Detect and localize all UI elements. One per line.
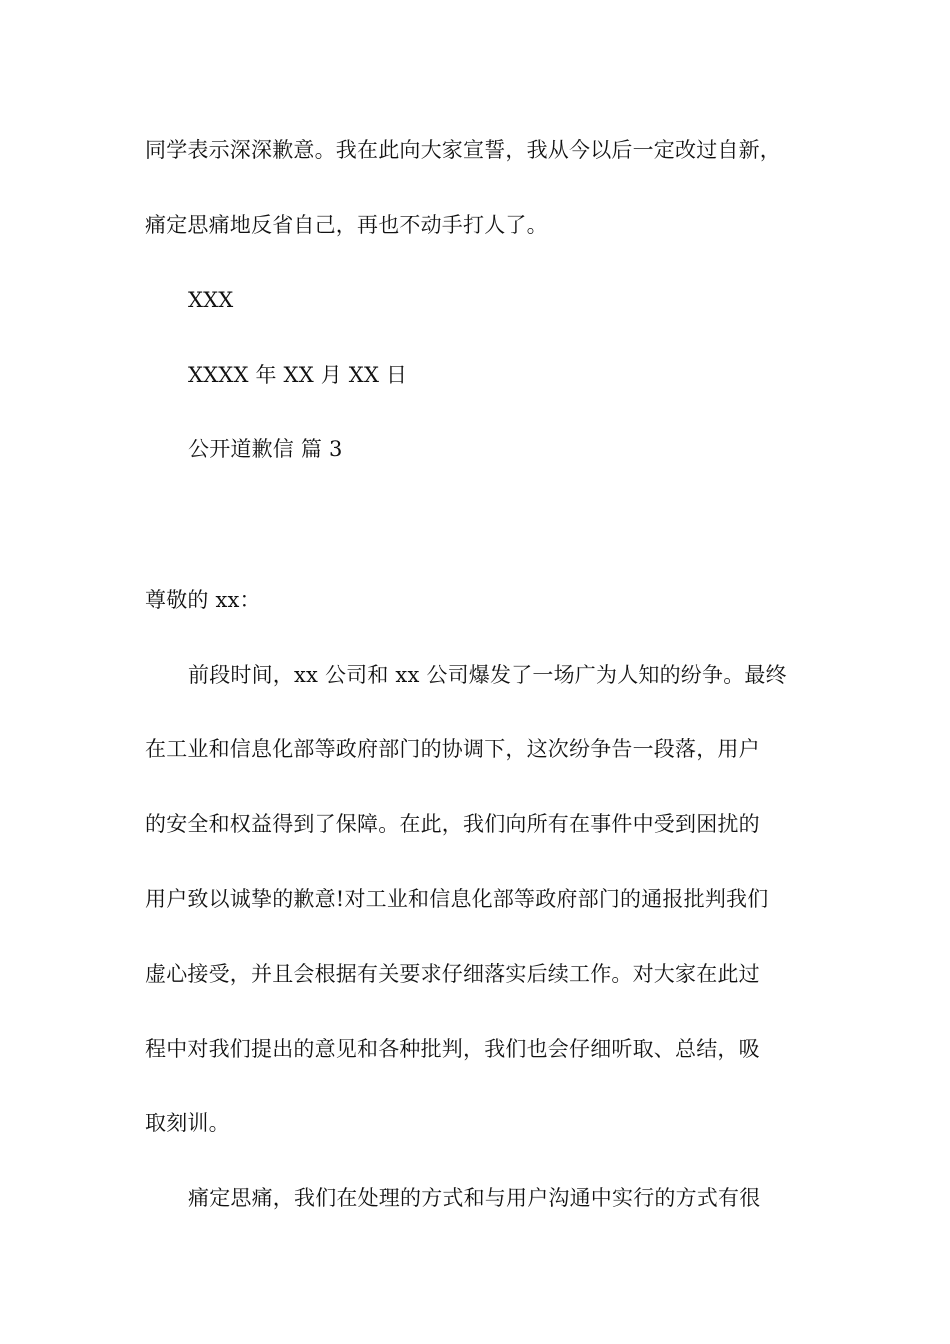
- salutation: 尊敬的 xx：: [145, 588, 261, 612]
- signature-date: XXXX 年 XX 月 XX 日: [188, 363, 408, 387]
- paragraph-line: 痛定思痛地反省自己，再也不动手打人了。: [145, 213, 548, 237]
- signature-name: XXX: [188, 288, 234, 312]
- paragraph-line: 在工业和信息化部等政府部门的协调下，这次纷争告一段落，用户: [145, 737, 760, 761]
- paragraph-line: 痛定思痛，我们在处理的方式和与用户沟通中实行的方式有很: [188, 1186, 761, 1210]
- paragraph-line: 取刻训。: [145, 1111, 230, 1135]
- paragraph-line: 用户致以诚挚的歉意!对工业和信息化部等政府部门的通报批判我们: [145, 887, 769, 911]
- paragraph-line: 同学表示深深歉意。我在此向大家宣誓，我从今以后一定改过自新，: [145, 138, 781, 162]
- paragraph-line: 的安全和权益得到了保障。在此，我们向所有在事件中受到困扰的: [145, 812, 760, 836]
- paragraph-line: 前段时间，xx 公司和 xx 公司爆发了一场广为人知的纷争。最终: [188, 663, 787, 687]
- paragraph-line: 程中对我们提出的意见和各种批判，我们也会仔细听取、总结，吸: [145, 1037, 760, 1061]
- section-heading: 公开道歉信 篇 3: [188, 437, 343, 461]
- paragraph-line: 虚心接受，并且会根据有关要求仔细落实后续工作。对大家在此过: [145, 962, 760, 986]
